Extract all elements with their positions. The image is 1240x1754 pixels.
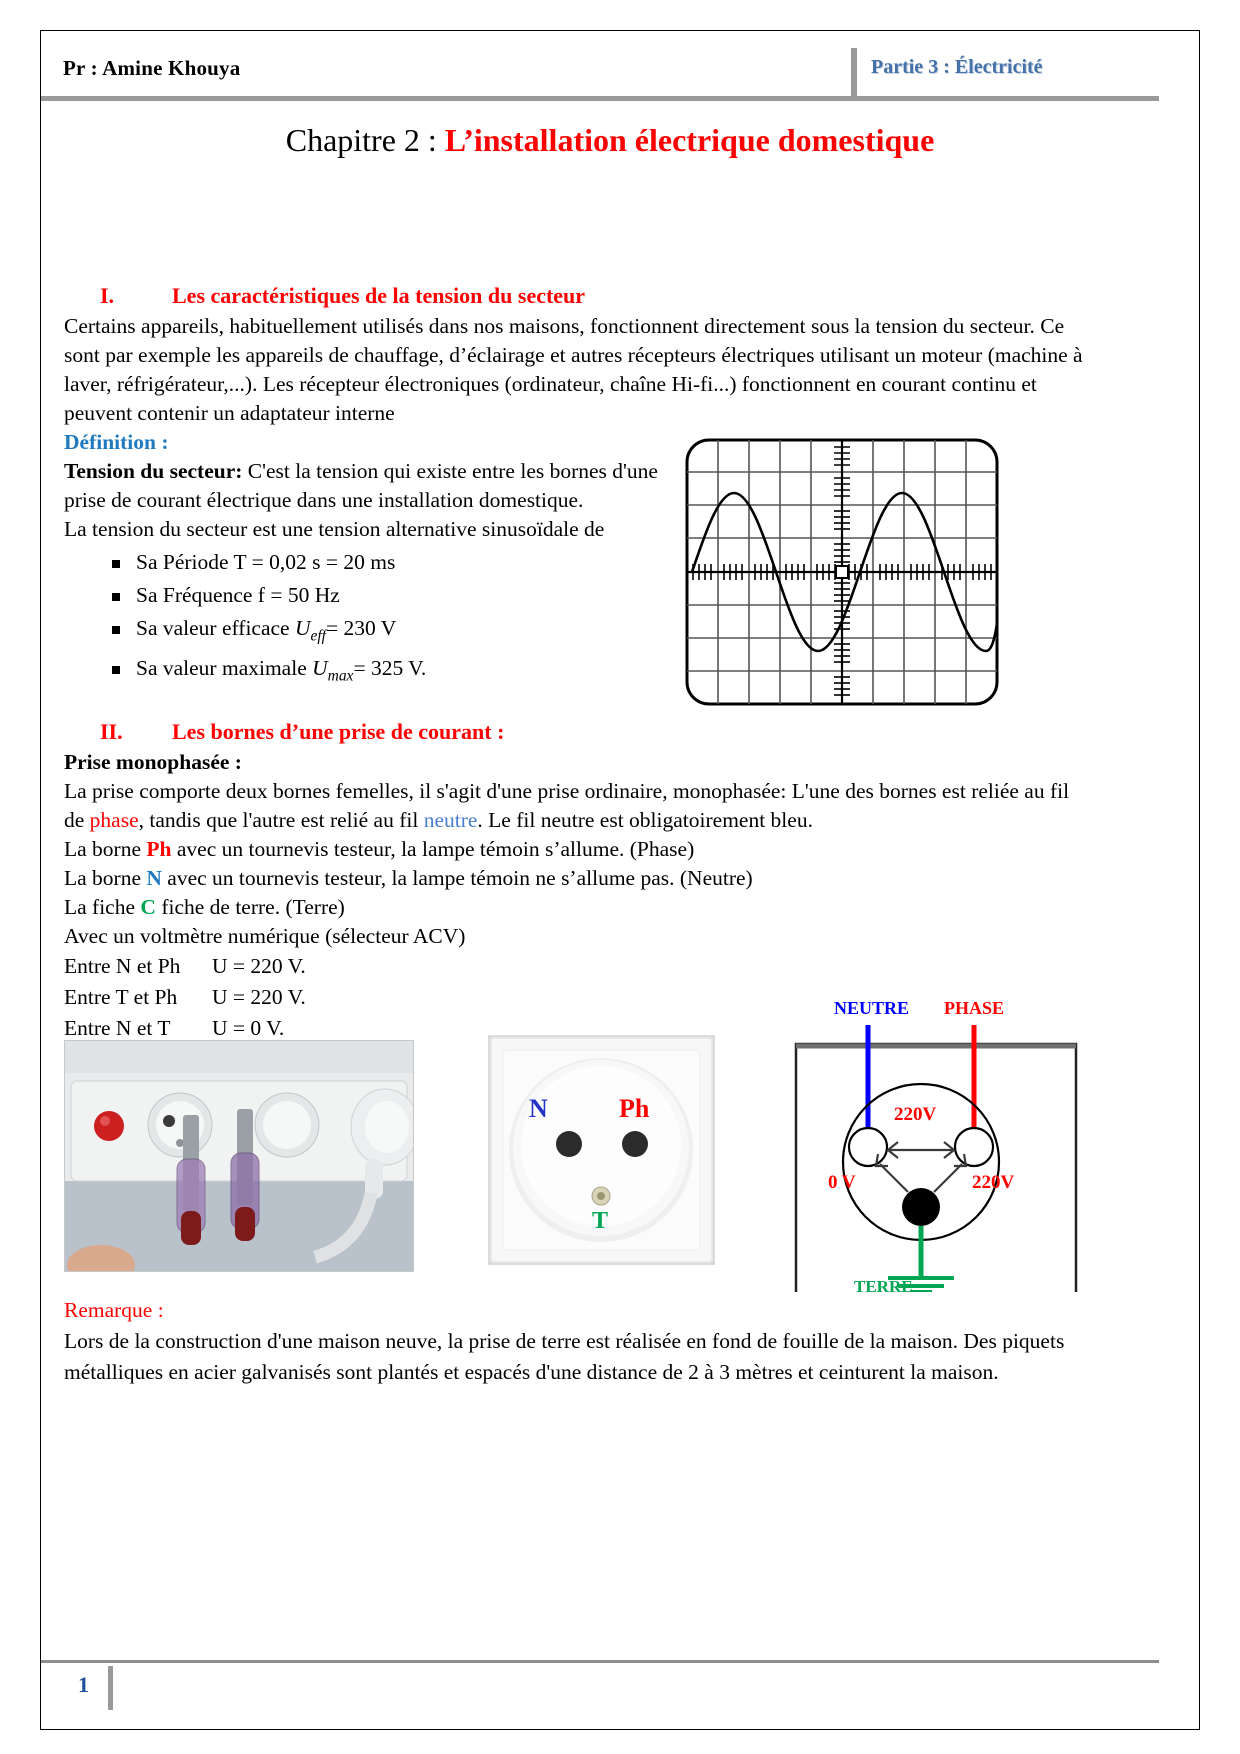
title-prefix: Chapitre 2 : bbox=[285, 122, 445, 158]
bullet-rms-symbol bbox=[294, 616, 326, 645]
symbol-u: U bbox=[294, 616, 311, 640]
measurement-row bbox=[64, 951, 1088, 982]
neutral-terminal bbox=[849, 1128, 887, 1166]
socket-label-t: T bbox=[592, 1208, 609, 1234]
header-divider bbox=[851, 48, 857, 96]
desc-part-b: , tandis que l'autre est relié au fil bbox=[138, 807, 424, 832]
section-1-paragraph: Certains appareils, habituellement utilisés dans nos maisons, fonctionnent directement sous la tension du secteur. Ce sont par exemple les appareils de chauffage, d’éclairage et autres récepteurs électriques utilisant un moteur (machine à laver, réfrigérateur,...). Les récepteur électroniques (ordinateur, chaîne Hi-fi...) fonctionnent en courant continu et peuvent contenir un adaptateur interne bbox=[64, 314, 1083, 425]
wiring-schematic bbox=[776, 992, 1146, 1292]
line-c-lead: La fiche bbox=[64, 894, 141, 919]
socket-figure bbox=[488, 1035, 715, 1265]
bullet-max-symbol bbox=[312, 656, 354, 685]
definition-label: Définition : bbox=[64, 430, 169, 454]
bullet-max-value: = 325 V. bbox=[353, 656, 427, 681]
schematic-label-terre: TERRE bbox=[854, 1277, 913, 1292]
section-1-title: Les caractéristiques de la tension du secteur bbox=[172, 283, 586, 308]
title-main: L’installation électrique domestique bbox=[444, 122, 935, 158]
footer-divider bbox=[108, 1666, 113, 1710]
symbol-subscript: eff bbox=[310, 627, 326, 645]
symbol-subscript: max bbox=[327, 667, 354, 685]
definition-body: C'est la tension qui existe entre les bornes d'une prise de courant électrique dans une installation domestique. bbox=[64, 459, 658, 512]
word-phase: phase bbox=[89, 807, 139, 832]
schematic-voltage-right: 220V bbox=[972, 1172, 1015, 1193]
bullet-period: Sa Période T = 0,02 s = 20 ms bbox=[136, 550, 396, 574]
oscilloscope-figure bbox=[684, 437, 1000, 707]
desc-part-a: La prise comporte deux bornes femelles, il s'agit d'une prise ordinaire, monophasée: L'une des bornes est reliée au fil de bbox=[64, 778, 1070, 832]
schematic-label-neutre: NEUTRE bbox=[834, 998, 910, 1018]
bullet-frequency: Sa Fréquence f = 50 Hz bbox=[136, 583, 340, 607]
page-header bbox=[41, 48, 1159, 96]
line-ph-lead: La borne bbox=[64, 836, 147, 861]
socket-description bbox=[64, 777, 1088, 835]
word-neutre: neutre bbox=[423, 807, 478, 832]
line-n-rest: avec un tournevis testeur, la lampe témoin ne s’allume pas. (Neutre) bbox=[161, 865, 753, 890]
remark-text: Lors de la construction d'une maison neuve, la prise de terre est réalisée en fond de fouille de la maison. Des piquets métalliques en acier galvanisés sont plantés et espacés d'une distance de 2 à 3 mètres et ceinturent la maison. bbox=[64, 1329, 1065, 1384]
phase-terminal bbox=[955, 1128, 993, 1166]
symbol-ph: Ph bbox=[146, 836, 172, 861]
measure-label: Entre N et T bbox=[64, 1015, 171, 1040]
remark-block bbox=[64, 1295, 1088, 1388]
line-voltmeter: Avec un voltmètre numérique (sélecteur ACV) bbox=[64, 923, 466, 948]
definition-line3: La tension du secteur est une tension alternative sinusoïdale de bbox=[64, 517, 605, 541]
section-2-number: II. bbox=[100, 718, 123, 744]
line-c-rest: fiche de terre. (Terre) bbox=[155, 894, 345, 919]
header-author: Pr : Amine Khouya bbox=[63, 56, 241, 80]
definition-text bbox=[64, 457, 704, 515]
bullet-max-prefix: Sa valeur maximale bbox=[136, 656, 313, 681]
socket-label-n: N bbox=[529, 1094, 548, 1123]
section-2-title: Les bornes d’une prise de courant : bbox=[172, 718, 505, 744]
bullet-rms-prefix: Sa valeur efficace bbox=[136, 616, 295, 640]
schematic-voltage-left: 0 V bbox=[828, 1172, 856, 1193]
remark-label: Remarque : bbox=[64, 1298, 164, 1322]
measure-label: Entre T et Ph bbox=[64, 984, 178, 1009]
schematic-label-phase: PHASE bbox=[944, 998, 1005, 1018]
page-number: 1 bbox=[78, 1672, 89, 1697]
symbol-u: U bbox=[312, 656, 328, 681]
line-n-lead: La borne bbox=[64, 865, 147, 890]
measure-value: U = 220 V. bbox=[212, 953, 306, 978]
power-strip-photo bbox=[64, 1040, 414, 1272]
section-1-heading bbox=[64, 281, 1088, 310]
definition-block bbox=[64, 457, 704, 544]
schematic-voltage-top: 220V bbox=[894, 1104, 937, 1125]
header-part-label: Partie 3 : Électricité bbox=[871, 56, 1043, 78]
socket-label-ph: Ph bbox=[619, 1094, 650, 1123]
subsection-label: Prise monophasée : bbox=[64, 749, 242, 774]
line-ph-rest: avec un tournevis testeur, la lampe témoin s’allume. (Phase) bbox=[171, 836, 695, 861]
measure-label: Entre N et Ph bbox=[64, 953, 181, 978]
measure-value: U = 0 V. bbox=[212, 1015, 285, 1040]
header-rule bbox=[41, 96, 1159, 101]
definition-term: Tension du secteur: bbox=[64, 459, 243, 483]
earth-terminal bbox=[902, 1188, 940, 1226]
footer-rule bbox=[41, 1660, 1159, 1663]
symbol-c: C bbox=[140, 894, 156, 919]
section-1-number: I. bbox=[100, 283, 115, 308]
page-title bbox=[60, 122, 1160, 159]
line-neutral-terminal bbox=[64, 864, 1088, 893]
bullet-rms-value: = 230 V bbox=[325, 616, 397, 640]
section-2-heading bbox=[64, 717, 1088, 746]
measure-value: U = 220 V. bbox=[212, 984, 306, 1009]
line-phase-terminal bbox=[64, 835, 1088, 864]
oscilloscope-screen bbox=[684, 437, 1000, 707]
line-earth-terminal bbox=[64, 893, 1088, 922]
desc-part-c: . Le fil neutre est obligatoirement bleu. bbox=[477, 807, 813, 832]
symbol-n: N bbox=[146, 865, 162, 890]
